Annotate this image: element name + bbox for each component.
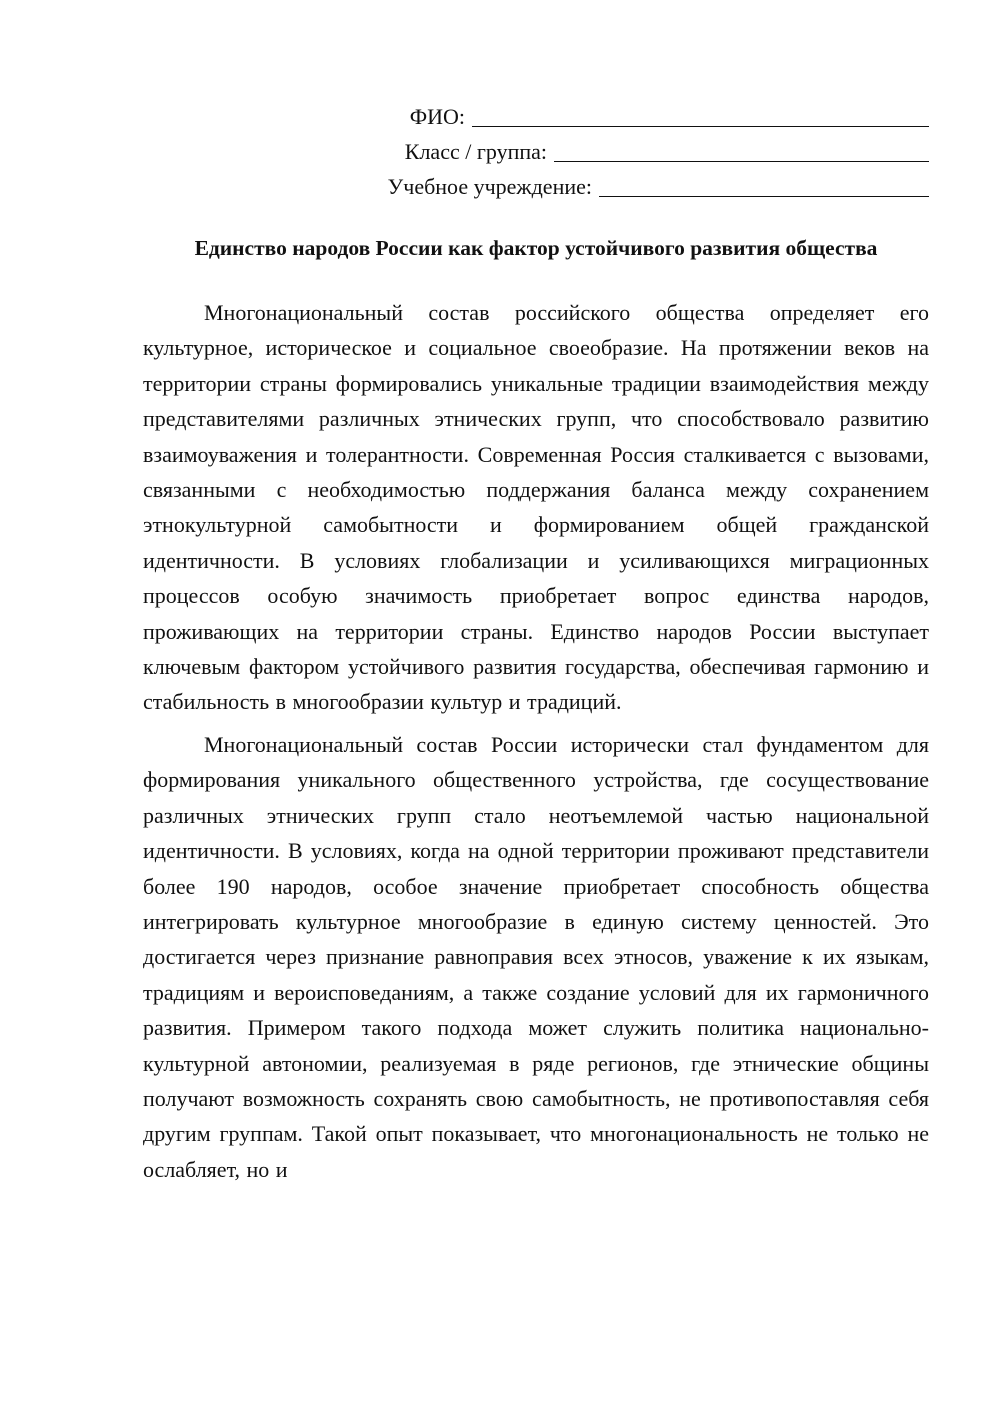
name-field [0,95,929,130]
essay-title: Единство народов России как фактор устойчивого развития общества [194,236,878,260]
class-field-label: Класс / группа: [404,139,547,164]
essay-body [143,295,929,1194]
school-field [0,165,929,200]
paragraph-1: Многонациональный состав российского общества определяет его культурное, историческое и социальное своеобразие. На протяжении веков на территории страны формировались уникальные традиции взаимодействия между представителями различных этнических групп, что способствовало развитию взаимоуважения и толерантности. Современная Россия сталкивается с вызовами, связанными с необходимостью поддержания баланса между сохранением этнокультурной самобытности и формированием общей гражданской идентичности. В условиях глобализации и усиливающихся миграционных процессов особую значимость приобретает вопрос единства народов, проживающих на территории страны. Единство народов России выступает ключевым фактором устойчивого развития государства, обеспечивая гармонию и стабильность в многообразии культур и традиций. [143,300,929,715]
class-field [0,130,929,165]
paragraph-2: Многонациональный состав России исторически стал фундаментом для формирования уникального общественного устройства, где сосуществование различных этнических групп стало неотъемлемой частью национальной идентичности. В условиях, когда на одной территории проживают представители более 190 народов, особое значение приобретает способность общества интегрировать культурное многообразие в единую систему ценностей. Это достигается через признание равноправия всех этносов, уважение к их языкам, традициям и вероисповеданиям, а также создание условий для их гармоничного развития. Примером такого подхода может служить политика национально-культурной автономии, реализуемая в ряде регионов, где этнические общины получают возможность сохранять свою самобытность, не противопоставляя себя другим группам. Такой опыт показывает, что многонациональность не только не ослабляет, но и [143,731,929,1182]
name-field-blank [472,104,929,127]
class-field-blank [554,139,929,162]
name-field-label: ФИО: [409,104,465,129]
student-info-block [0,95,929,200]
school-field-label: Учебное учреждение: [387,174,592,199]
school-field-blank [599,174,929,197]
